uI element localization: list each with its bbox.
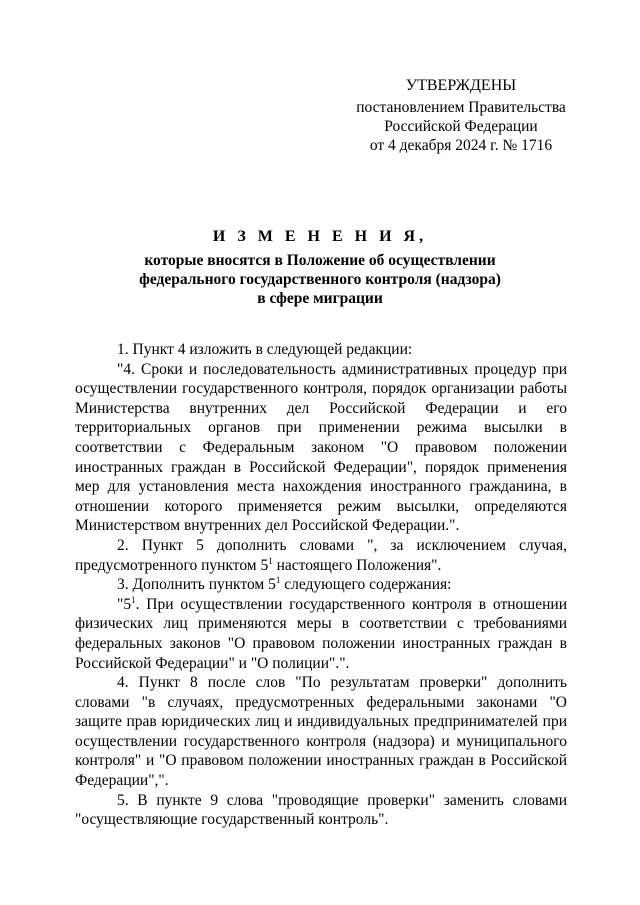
superscript: 1 bbox=[131, 594, 136, 605]
approval-line-2: Российской Федерации bbox=[384, 118, 538, 135]
document-title: И З М Е Н Е Н И Я, bbox=[212, 228, 428, 245]
document-body bbox=[75, 340, 567, 830]
superscript: 1 bbox=[275, 575, 281, 586]
paragraph-item-4: 4. Пункт 8 после слов "По результатам проверки" дополнить словами "в случаях, предусмотренных федеральными законами "О защите прав юридических лиц и индивидуальных предпринимателей при осуществлении государственного контроля (надзора) и муниципального контроля" и "О правовом положении иностранных граждан в Российской Федерации",". bbox=[75, 674, 567, 790]
paragraph-item-3-quote-b: . При осуществлении государственного контроля в отношении физических лиц применяются меры в соответствии с требованиями федеральных законов "О правовом положении иностранных граждан в Российской Федерации" и "О полиции".". bbox=[75, 595, 567, 672]
superscript: 1 bbox=[268, 555, 273, 566]
paragraph-item-2-text-b: настоящего Положения". bbox=[272, 556, 442, 574]
heading-line-3: в сфере миграции bbox=[257, 290, 383, 307]
heading-line-2: федерального государственного контроля (надзора) bbox=[139, 271, 501, 288]
approval-line-3: от 4 декабря 2024 г. № 1716 bbox=[369, 137, 553, 154]
paragraph-item-3 bbox=[75, 575, 567, 595]
paragraph-item-1-text: "4. Сроки и последовательность административных процедур при осуществлении государственного контроля, порядок организации работы Министерства внутренних дел Российской Федерации и его территориальных органов при применении режима высылки в соответствии с Федеральным законом "О правовом положении иностранных граждан в Российской Федерации", порядок применения мер для установления места нахождения иностранного гражданина, в отношении которого применяется режим высылки, определяются Министерством внутренних дел Российской Федерации.". bbox=[75, 360, 567, 535]
approval-block bbox=[330, 76, 592, 155]
paragraph-item-1: 1. Пункт 4 изложить в следующей редакции: bbox=[117, 341, 413, 358]
document-heading bbox=[74, 227, 566, 308]
paragraph-item-2 bbox=[75, 536, 567, 575]
paragraph-item-3-text-a: 3. Дополнить пунктом 5 bbox=[117, 576, 276, 594]
heading-line-1: которые вносятся в Положение об осуществлении bbox=[144, 252, 496, 269]
paragraph-item-3-quote-a: "5 bbox=[117, 595, 132, 613]
paragraph-item-3-text bbox=[75, 595, 567, 673]
approval-title: УТВЕРЖДЕНЫ bbox=[405, 77, 517, 94]
paragraph-item-2-text-a: 2. Пункт 5 дополнить словами ", за исключением случая, предусмотренного пунктом 5 bbox=[75, 536, 567, 574]
paragraph-item-3-text-b: следующего содержания: bbox=[280, 576, 452, 594]
paragraph-item-5: 5. В пункте 9 слова "проводящие проверки" заменить словами "осуществляющие государственный контроль". bbox=[75, 791, 567, 829]
approval-line-1: постановлением Правительства bbox=[356, 99, 566, 116]
